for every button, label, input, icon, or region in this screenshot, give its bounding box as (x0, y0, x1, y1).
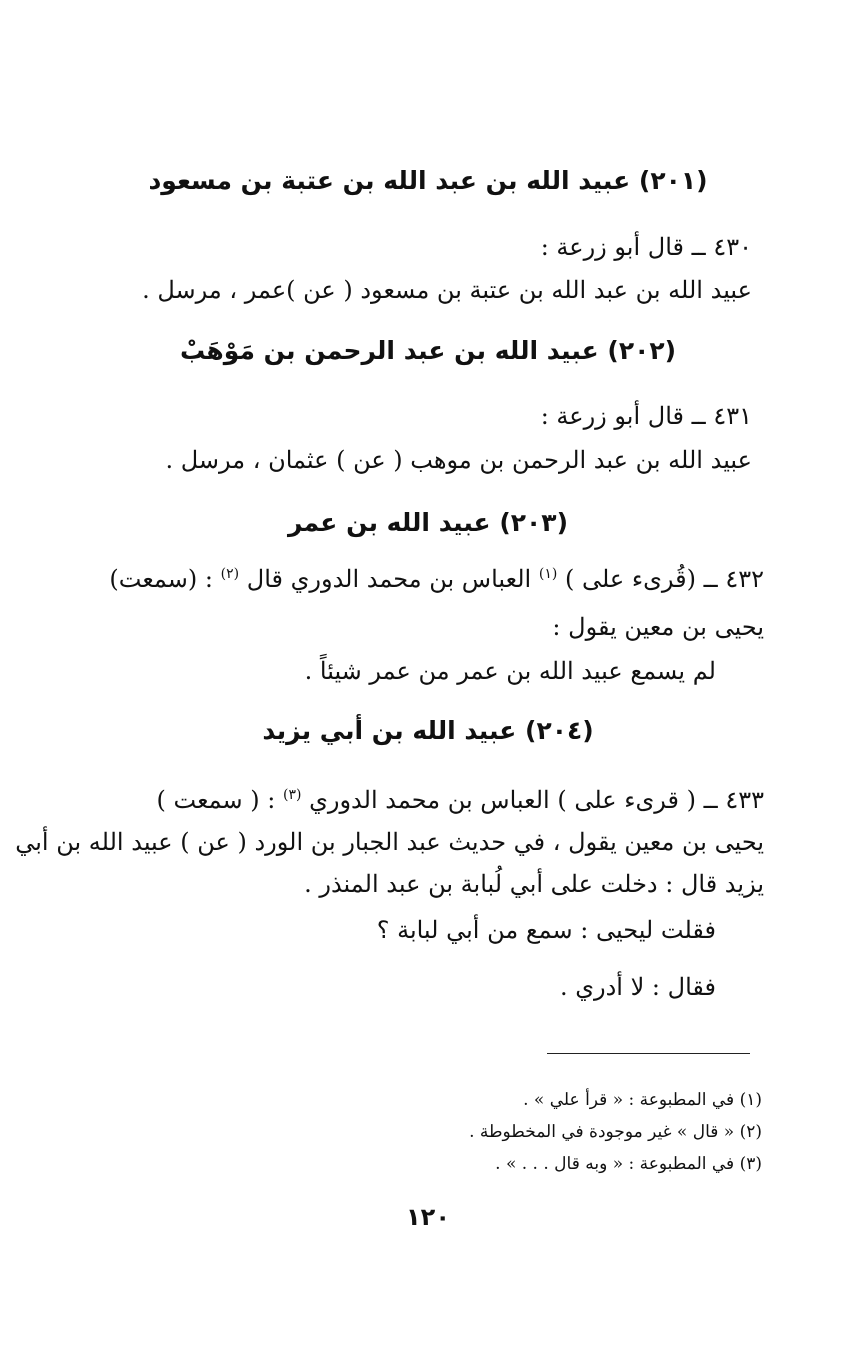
footnote-1: (١) في المطبوعة : « قرأ علي » . (523, 1090, 762, 1110)
entry-432-text-b: العباس بن محمد الدوري قال (246, 565, 532, 593)
entry-433-line-2: يحيى بن معين يقول ، في حديث عبد الجبار بن الورد ( عن ) عبيد الله بن أبي (15, 828, 764, 856)
entry-433-line-1 (92, 786, 764, 814)
page-number: ١٢٠ (406, 1203, 450, 1231)
section-heading-202: (٢٠٢) عبيد الله بن عبد الرحمن بن مَوْهَبْ (179, 336, 677, 365)
entry-432-line-3: لم يسمع عبيد الله بن عمر من عمر شيئاً . (304, 657, 716, 685)
entry-433-line-4: فقلت ليحيى : سمع من أبي لبابة ؟ (376, 916, 716, 944)
entry-433-text-b: : ( سمعت ) (156, 786, 276, 814)
footnote-ref-3: (٣) (282, 787, 302, 803)
footnote-ref-2: (٢) (220, 566, 240, 582)
entry-433-line-3: يزيد قال : دخلت على أبي لُبابة بن عبد المنذر . (304, 870, 764, 898)
entry-430-line-1: ٤٣٠ ــ قال أبو زرعة : (540, 233, 752, 261)
footnote-divider (547, 1053, 750, 1054)
section-heading-203: (٢٠٣) عبيد الله بن عمر (288, 508, 568, 537)
footnote-2: (٢) « قال » غير موجودة في المخطوطة . (469, 1122, 762, 1142)
entry-433-text-a: ٤٣٣ ــ ( قرىء على ) العباس بن محمد الدوري (309, 786, 764, 814)
entry-431-line-1: ٤٣١ ــ قال أبو زرعة : (540, 402, 752, 430)
entry-431-line-2: عبيد الله بن عبد الرحمن بن موهب ( عن ) عثمان ، مرسل . (165, 446, 752, 474)
entry-430-line-2: عبيد الله بن عبد الله بن عتبة بن مسعود ( عن )عمر ، مرسل . (142, 276, 752, 304)
footnote-3: (٣) في المطبوعة : « وبه قال . . . » . (495, 1154, 762, 1174)
entry-432-line-1 (92, 565, 764, 593)
footnote-ref-1: (١) (538, 566, 558, 582)
entry-433-line-5: فقال : لا أدري . (559, 973, 716, 1001)
entry-432-line-2: يحيى بن معين يقول : (552, 613, 764, 641)
section-heading-204: (٢٠٤) عبيد الله بن أبي يزيد (262, 716, 594, 745)
entry-432-text-c: : (سمعت) (109, 565, 213, 593)
entry-432-text-a: ٤٣٢ ــ (قُرىء على ) (564, 565, 764, 593)
section-heading-201: (٢٠١) عبيد الله بن عبد الله بن عتبة بن مسعود (148, 166, 708, 195)
